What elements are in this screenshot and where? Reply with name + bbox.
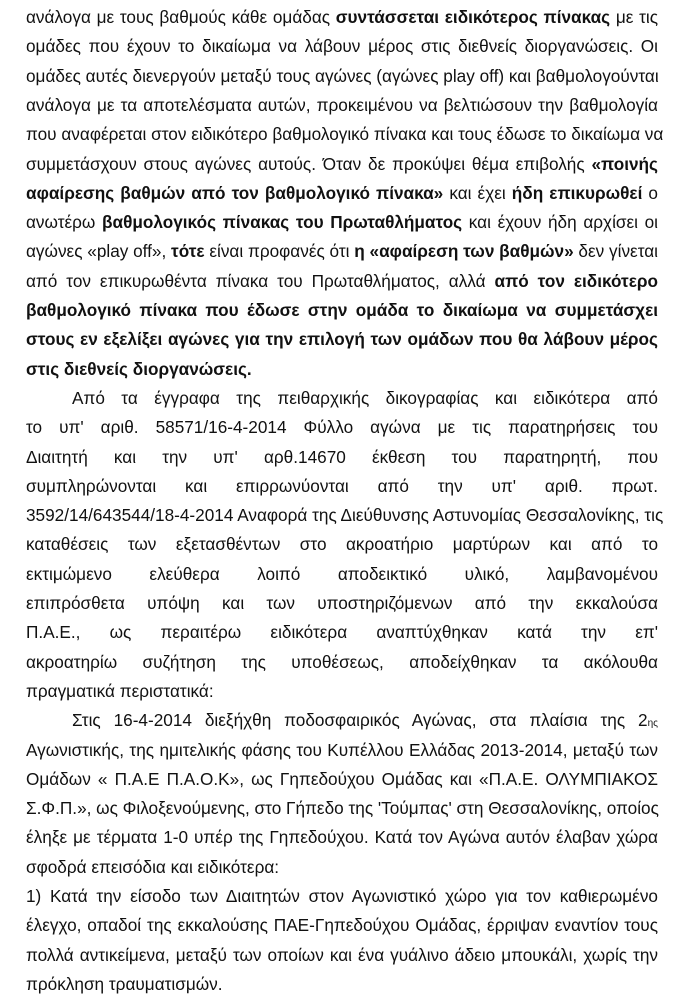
- line-text: [26, 822, 658, 852]
- text-run: ομάδες αυτές διενεργούν μεταξύ τους αγώνες (αγώνες play off) και βαθμολογούνται: [26, 65, 659, 86]
- text-line: [0, 412, 677, 442]
- text-run: 3592/14/643544/18-4-2014 Αναφορά της Διεύθυνσης Αστυνομίας Θεσσαλονίκης, τις: [26, 505, 664, 526]
- line-text: [26, 676, 658, 706]
- text-run: αγώνες «play off»,: [26, 241, 172, 262]
- text-line: [0, 61, 677, 91]
- text-run: πρόκληση τραυματισμών.: [26, 973, 223, 994]
- text-run: ανάλογα με τους βαθμούς κάθε ομάδας: [26, 7, 336, 27]
- text-run: συμπληρώνονται και επιρρωνύονται από την υπ' αριθ. πρωτ.: [26, 475, 658, 496]
- text-line: [0, 149, 677, 179]
- bold-run: τότε: [171, 241, 205, 262]
- text-line: [0, 2, 677, 32]
- line-text: [26, 61, 658, 91]
- text-run: με τις: [610, 7, 658, 27]
- text-line: [0, 471, 677, 501]
- text-line: [0, 90, 677, 120]
- text-line: [0, 295, 677, 325]
- line-text: [26, 295, 658, 325]
- bold-run: ήδη επικυρωθεί: [511, 182, 643, 203]
- text-run: 1) Κατά την είσοδο των Διαιτητών στον Αγωνιστικό χώρο για τον καθιερωμένο: [26, 886, 658, 906]
- text-line: [0, 588, 677, 618]
- text-line: [0, 647, 677, 677]
- line-text: [26, 764, 658, 794]
- bold-run: από τον ειδικότερο: [494, 270, 658, 291]
- text-run: Διαιτητή και την υπ' αρθ.14670 έκθεση του παρατηρητή, που: [26, 446, 658, 467]
- text-line: [0, 383, 677, 413]
- text-run: έλεγχο, οπαδοί της εκκαλούσης ΠΑΕ-Γηπεδούχου Ομάδας, έρριψαν εναντίον τους: [26, 915, 658, 936]
- text-run: και έχουν ήδη αρχίσει οι: [462, 212, 659, 233]
- text-run: πολλά αντικείμενα, μεταξύ των οποίων και ένα γυάλινο άδειο μπουκάλι, χωρίς την: [26, 944, 658, 965]
- line-text: [26, 940, 658, 970]
- text-line: [0, 676, 677, 706]
- text-line: [0, 266, 677, 296]
- text-run: σφοδρά επεισόδια και ειδικότερα:: [26, 856, 280, 877]
- line-text: [26, 178, 658, 208]
- text-run: ανωτέρω: [26, 212, 103, 233]
- text-line: [0, 969, 677, 999]
- text-line: [0, 940, 677, 970]
- line-text: [26, 236, 658, 266]
- bold-run: «ποινής: [591, 153, 658, 174]
- text-line: [0, 324, 677, 354]
- line-text: [26, 2, 658, 32]
- line-text: [26, 266, 658, 296]
- text-line: [0, 910, 677, 940]
- line-text: [26, 207, 658, 237]
- text-run: συμμετάσχουν στους αγώνες αυτούς. Όταν δε προκύψει θέμα επιβολής: [26, 153, 592, 174]
- line-text: [26, 90, 658, 120]
- text-line: [0, 617, 677, 647]
- line-text: [26, 471, 658, 501]
- text-line: [0, 207, 677, 237]
- text-line: [0, 529, 677, 559]
- text-line: [0, 119, 677, 149]
- line-text: [26, 442, 658, 472]
- text-line: [0, 442, 677, 472]
- text-run: επιπρόσθετα υπόψη και των υποστηριζόμενων από την εκκαλούσα: [26, 593, 658, 613]
- bold-run: στους εν εξελίξει αγώνες για την επιλογή των ομάδων που θα λάβουν μέρος: [26, 329, 658, 350]
- superscript: ης: [647, 718, 658, 730]
- line-text: [26, 500, 664, 530]
- line-text: [26, 852, 658, 882]
- bold-run: βαθμολογικό πίνακα που έδωσε στην ομάδα το δικαίωμα να συμμετάσχει: [26, 300, 658, 320]
- text-run: Π.Α.Ε., ως περαιτέρω ειδικότερα αναπτύχθηκαν κατά την επ': [26, 622, 658, 643]
- line-text: [26, 149, 658, 179]
- line-text: [72, 383, 658, 413]
- text-run: δεν γίνεται: [573, 241, 658, 262]
- line-text: [26, 119, 664, 149]
- text-line: [0, 852, 677, 882]
- text-run: το υπ' αριθ. 58571/16-4-2014 Φύλλο αγώνα με τις παρατηρήσεις του: [26, 417, 658, 438]
- text-run: Αγωνιστικής, της ημιτελικής φάσης του Κυπέλλου Ελλάδας 2013-2014, μεταξύ των: [26, 739, 658, 760]
- text-run: Από τα έγγραφα της πειθαρχικής δικογραφίας και ειδικότερα από: [72, 387, 658, 408]
- text-run: Ομάδων « Π.Α.Ε Π.Α.Ο.Κ», ως Γηπεδούχου Ομάδας και «Π.Α.Ε. ΟΛΥΜΠΙΑΚΟΣ: [26, 768, 658, 789]
- text-line: [0, 822, 677, 852]
- text-run: Στις 16-4-2014 διεξήχθη ποδοσφαιρικός Αγώνας, στα πλαίσια της 2: [72, 710, 648, 731]
- line-text: [26, 324, 658, 354]
- text-line: [0, 354, 677, 384]
- text-run: ο: [642, 182, 658, 203]
- text-run: και έχει: [443, 182, 512, 203]
- line-text: [26, 559, 658, 589]
- bold-run: η «αφαίρεση των βαθμών»: [354, 241, 574, 262]
- line-text: [26, 881, 658, 911]
- bold-run: βαθμολογικός πίνακας του Πρωταθλήματος: [102, 212, 463, 233]
- text-line: [0, 881, 677, 911]
- text-line: [0, 705, 677, 735]
- text-run: πραγματικά περιστατικά:: [26, 680, 214, 701]
- text-run: καταθέσεις των εξετασθέντων στο ακροατήριο μαρτύρων και από το: [26, 534, 658, 555]
- text-run: εκτιμώμενο ελεύθερα λοιπό αποδεικτικό υλικό, λαμβανομένου: [26, 563, 658, 584]
- text-line: [0, 559, 677, 589]
- text-line: [0, 178, 677, 208]
- line-text: [26, 588, 658, 618]
- line-text: [26, 793, 658, 823]
- text-run: Σ.Φ.Π.», ως Φιλοξενούμενης, στο Γήπεδο της 'Τούμπας' στη Θεσσαλονίκης, οποίος: [26, 798, 659, 819]
- text-line: [0, 236, 677, 266]
- bold-run: αφαίρεσης βαθμών από τον βαθμολογικό πίνακα»: [26, 182, 444, 203]
- bold-run: συντάσσεται ειδικότερος πίνακας: [335, 7, 611, 27]
- line-text: [26, 910, 658, 940]
- text-run: ομάδες που έχουν το δικαίωμα να λάβουν μέρος στις διεθνείς διοργανώσεις. Οι: [26, 36, 658, 57]
- text-run: από τον επικυρωθέντα πίνακα του Πρωταθλήματος, αλλά: [26, 270, 495, 291]
- line-text: [26, 647, 658, 677]
- line-text: [26, 617, 658, 647]
- text-run: έληξε με τέρματα 1-0 υπέρ της Γηπεδούχου. Κατά τον Αγώνα αυτόν έλαβαν χώρα: [26, 827, 658, 848]
- text-run: ανάλογα με τα αποτελέσματα αυτών, προκειμένου να βελτιώσουν την βαθμολογία: [26, 94, 658, 115]
- text-line: [0, 31, 677, 61]
- bold-run: στις διεθνείς διοργανώσεις.: [26, 358, 252, 379]
- line-text: [26, 735, 658, 765]
- text-run: είναι προφανές ότι: [204, 241, 355, 262]
- text-line: [0, 764, 677, 794]
- text-run: που αναφέρεται στον ειδικότερο βαθμολογικό πίνακα και τους έδωσε το δικαίωμα να: [26, 124, 664, 145]
- line-text: [26, 412, 658, 442]
- line-text: [26, 969, 658, 999]
- line-text: [26, 354, 658, 384]
- text-line: [0, 500, 677, 530]
- text-line: [0, 735, 677, 765]
- line-text: [26, 529, 658, 559]
- text-run: ακροατηρίω συζήτηση της υποθέσεως, αποδείχθηκαν τα ακόλουθα: [26, 651, 658, 672]
- line-text: [26, 31, 658, 61]
- text-line: [0, 793, 677, 823]
